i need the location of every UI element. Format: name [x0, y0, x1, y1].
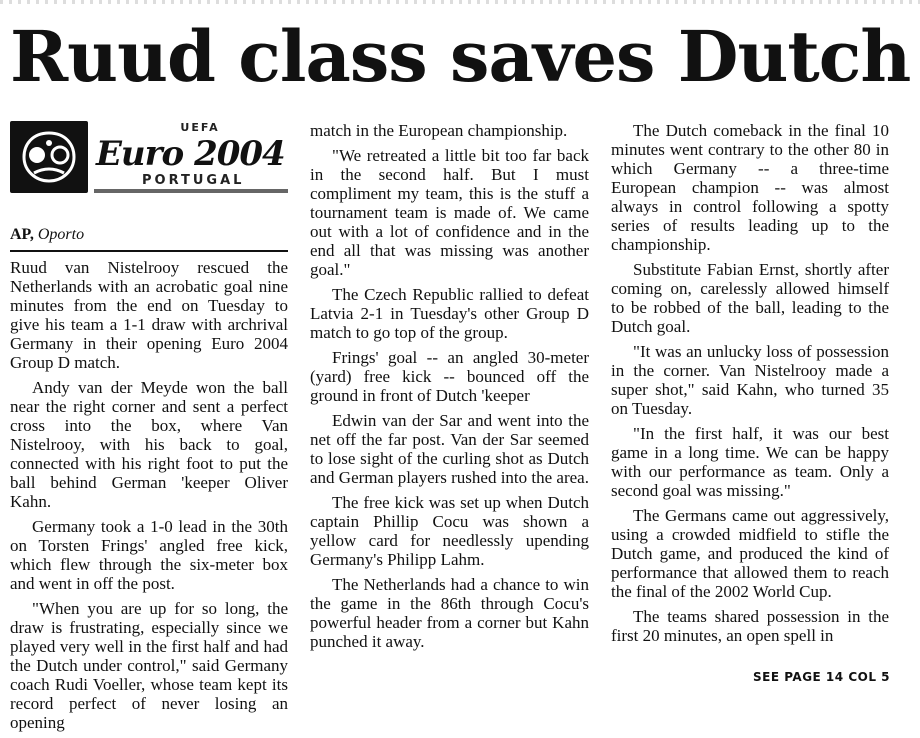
- paragraph: The teams shared possession in the first 20 minutes, an open spell in: [611, 607, 889, 645]
- paragraph-continued: match in the European championship.: [310, 121, 568, 140]
- euro-2004-wordmark: Euro 2004: [96, 134, 285, 174]
- paragraph: The Dutch comeback in the final 10 minutes went contrary to the other 80 in which Germany -- a three-time European champion -- was almost always in control following a spotty series of results leading up to the championship.: [611, 121, 889, 254]
- dateline: [10, 226, 288, 252]
- paragraph: The Netherlands had a chance to win the game in the 86th through Cocu's powerful header from a corner but Kahn punched it away.: [310, 575, 589, 651]
- logo-underline: [94, 189, 288, 193]
- paragraph: Andy van der Meyde won the ball near the right corner and sent a perfect cross into the box, where Van Nistelrooy, with his back to goal, connected with his right foot to put the ball behind German 'keeper Oliver Kahn.: [10, 378, 288, 511]
- euro-2004-logo: [10, 121, 288, 195]
- headline: Ruud class saves Dutch: [10, 15, 911, 98]
- uefa-label: UEFA: [180, 121, 220, 134]
- paragraph: "We retreated a little bit too far back in the second half. But I must compliment my team, this is the stuff a tournament team is made of. We came out with a lot of confidence and in the end all that was missing was another goal.": [310, 146, 589, 279]
- paragraph: The Germans came out aggressively, using a crowded midfield to stifle the Dutch game, and produced the kind of performance that allowed them to reach the final of the 2002 World Cup.: [611, 506, 889, 601]
- paragraph: Edwin van der Sar and went into the net off the far post. Van der Sar seemed to lose sight of the curling shot as Dutch and German players rushed into the area.: [310, 411, 589, 487]
- article-column-1: [10, 258, 288, 738]
- paragraph: "It was an unlucky loss of possession in the corner. Van Nistelrooy made a super shot," said Kahn, who turned 35 on Tuesday.: [611, 342, 889, 418]
- article-column-3: [611, 121, 889, 651]
- paragraph: "When you are up for so long, the draw is frustrating, especially since we played very well in the first half and had the Dutch under control," said Germany coach Rudi Voeller, whose team kept its record perfect of never losing an opening: [10, 599, 288, 732]
- paragraph: The free kick was set up when Dutch captain Phillip Cocu was shown a yellow card for needlessly upending Germany's Philipp Lahm.: [310, 493, 589, 569]
- paragraph: "In the first half, it was our best game in a long time. We can be happy with our performance as team. Only a second goal was missing.": [611, 424, 889, 500]
- paragraph: Substitute Fabian Ernst, shortly after coming on, carelessly allowed himself to be robbed of the ball, leading to the Dutch goal.: [611, 260, 889, 336]
- portugal-label: PORTUGAL: [142, 173, 245, 188]
- dateline-city: Oporto: [37, 226, 85, 243]
- top-rule: [0, 0, 920, 4]
- paragraph: Germany took a 1-0 lead in the 30th on Torsten Frings' angled free kick, which flew through the six-meter box and went in off the post.: [10, 517, 288, 593]
- paragraph: The Czech Republic rallied to defeat Latvia 2-1 in Tuesday's other Group D match to go top of the group.: [310, 285, 589, 342]
- article-column-2: [310, 121, 589, 657]
- paragraph: Ruud van Nistelrooy rescued the Netherlands with an acrobatic goal nine minutes from the end on Tuesday to give his team a 1-1 draw with archrival Germany in their opening Euro 2004 Group D match.: [10, 258, 288, 372]
- continued-on-page-link[interactable]: SEE PAGE 14 COL 5: [753, 670, 890, 684]
- paragraph: Frings' goal -- an angled 30-meter (yard) free kick -- bounced off the ground in front of Dutch 'keeper: [310, 348, 589, 405]
- dateline-source: AP,: [10, 226, 34, 243]
- trophy-emblem-icon: [10, 121, 88, 193]
